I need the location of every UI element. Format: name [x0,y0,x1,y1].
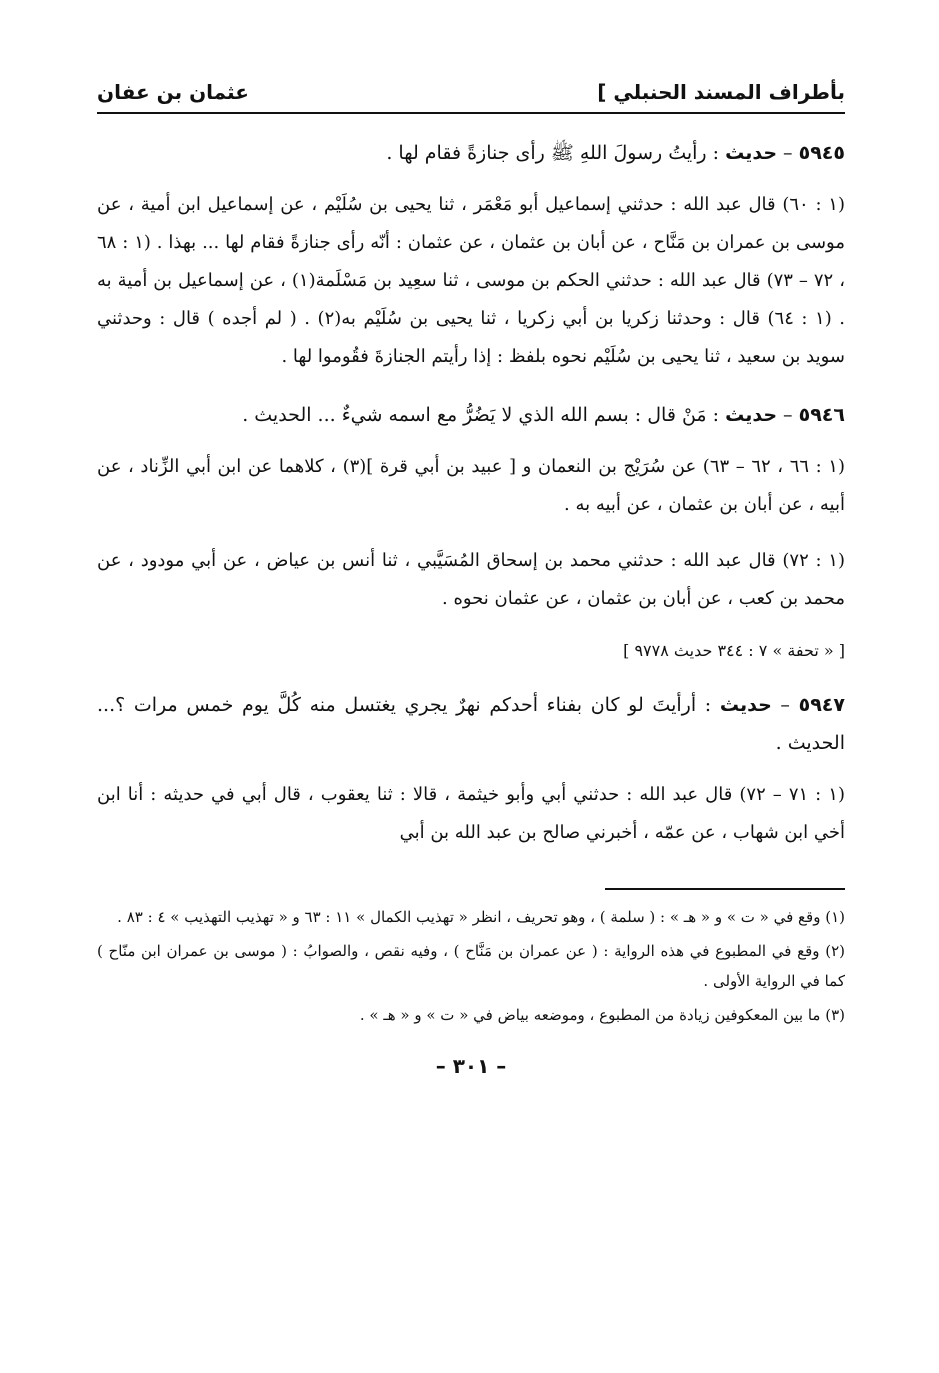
footnotes [97,902,845,1030]
hadith-text: : مَنْ قال : بسم الله الذي لا يَضُرُّ مع اسمه شيءٌ ... الحديث . [242,404,720,426]
hadith-label: حديث [719,694,772,716]
hadith-entry-5947: ٥٩٤٧ – حديث : أرأيتَ لو كان بفناء أحدكم نهرٌ يجري يغتسل منه كُلَّ يوم خمس مرات ؟... الحديث . [97,694,845,754]
isnad-paragraph: (١ : ٧١ – ٧٢) قال عبد الله : حدثني أبي وأبو خيثمة ، قالا : ثنا يعقوب ، قال أبي في حديثه : أنا ابن أخي ابن شهاب ، عن عمّه ، أخبرني صالح بن عبد الله بن أبي [97,784,845,843]
hadith-text: : رأيتُ رسولَ اللهِ ﷺ رأى جنازةً فقام لها . [386,142,720,164]
hadith-label: حديث [725,404,778,426]
hadith-number: ٥٩٤٧ [798,694,845,716]
hadith-entry-5946: ٥٩٤٦ – حديث : مَنْ قال : بسم الله الذي لا يَضُرُّ مع اسمه شيءٌ ... الحديث . [242,404,845,426]
page [97,80,845,1078]
hadith-label: حديث [725,142,778,164]
running-header [97,80,845,114]
hadith-entry-5945: ٥٩٤٥ – حديث : رأيتُ رسولَ اللهِ ﷺ رأى جنازةً فقام لها . [386,142,845,164]
isnad-paragraph: (١ : ٧٢) قال عبد الله : حدثني محمد بن إسحاق المُسَيَّبي ، ثنا أنس بن عياض ، عن أبي مودود ، عن محمد بن كعب ، عن أبان بن عثمان ، عن عثمان نحوه . [97,550,845,609]
isnad-paragraph: (١ : ٦٠) قال عبد الله : حدثني إسماعيل أبو مَعْمَر ، ثنا يحيى بن سُلَيْم ، عن إسماعيل ابن أمية ، عن موسى بن عمران بن مَنَّاح ، عن أبان بن عثمان ، عن عثمان : أنّه رأى جنازةً فقام لها ... بهذا . (١ : ٦٨ ، ٧٢ – ٧٣) قال عبد الله : حدثني الحكم بن موسى ، ثنا سعِيد بن مَسْلَمة(١) ، عن إسماعيل بن أمية به . (١ : ٦٤) قال : وحدثنا زكريا بن أبي زكريا ، ثنا يحيى بن سُلَيْم به(٢) . ( لم أجده ) قال : وحدثني سويد بن سعيد ، ثنا يحيى بن سُلَيْم نحوه بلفظ : إذا رأيتم الجنازةَ فقُوموا لها . [97,194,846,367]
hadith-number: ٥٩٤٥ [798,142,845,164]
running-header-section-title: عثمان بن عفان [97,80,249,104]
footnote-2: (٢) وقع في المطبوع في هذه الرواية : ( عن عمران بن مَنَّاح ) ، وفيه نقص ، والصوابُ : ( موسى بن عمران ابن منّاح ) كما في الرواية الأولى . [97,942,845,990]
running-header-book-title: بأطراف المسند الحنبلي ] [597,80,845,104]
page-number: – ٣٠١ – [435,1054,507,1078]
isnad-paragraph: (١ : ٦٦ ، ٦٢ – ٦٣) عن سُرَيْج بن النعمان و [ عبيد بن أبي قرة ](٣) ، كلاهما عن ابن أبي الزِّناد ، عن أبيه ، عن أبان بن عثمان ، عن أبيه به . [97,456,845,515]
footnote-1: (١) وقع في « ت » و « هـ » : ( سلمة ) ، وهو تحريف ، انظر « تهذيب الكمال » ١١ : ٦٣ و « تهذيب التهذيب » ٤ : ٨٣ . [117,908,845,926]
tuhfa-reference: [ « تحفة » ٧ : ٣٤٤ حديث ٩٧٧٨ ] [623,641,845,660]
hadith-number: ٥٩٤٦ [798,404,845,426]
hadith-text: : أرأيتَ لو كان بفناء أحدكم نهرٌ يجري يغتسل منه كُلَّ يوم خمس مرات ؟... الحديث . [97,694,845,754]
footnote-divider [605,888,845,890]
footnote-3: (٣) ما بين المعكوفين زيادة من المطبوع ، وموضعه بياض في « ت » و « هـ » . [359,1006,845,1024]
